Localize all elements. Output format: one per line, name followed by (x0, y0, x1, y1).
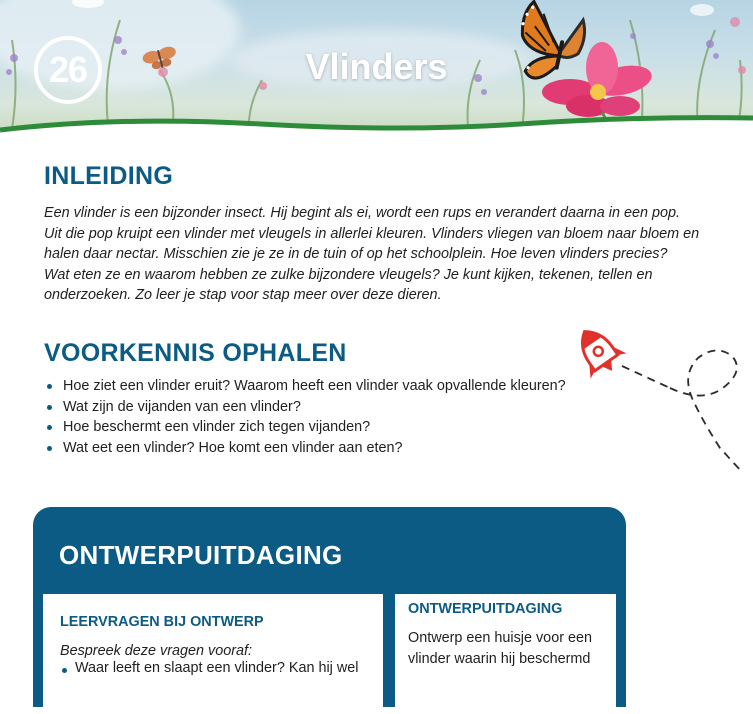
green-wave-divider (0, 112, 753, 142)
list-item: Hoe ziet een vlinder eruit? Waarom heeft een vlinder vaak opvallende kleuren? (44, 376, 566, 397)
design-challenge-card-title: ONTWERPUITDAGING (408, 601, 563, 617)
learning-questions-title: LEERVRAGEN BIJ ONTWERP (60, 614, 264, 630)
intro-line: Wat eten ze en waarom hebben ze zulke bijzondere vleugels? Je kunt kijken, tekenen, tellen en (44, 266, 653, 283)
list-item: Wat zijn de vijanden van een vlinder? (44, 397, 566, 418)
intro-line: Een vlinder is een bijzonder insect. Hij begint als ei, wordt een rups en verandert daarna in een pop. (44, 205, 680, 221)
learning-questions-subtitle: Bespreek deze vragen vooraf: (60, 643, 252, 659)
rocket-icon (570, 320, 630, 384)
section-heading-introduction: INLEIDING (44, 162, 174, 190)
card-text-line: Ontwerp een huisje voor een (408, 630, 592, 646)
page-title: Vlinders (305, 46, 448, 87)
rocket-illustration (570, 320, 753, 480)
design-challenge-heading: ONTWERPUITDAGING (59, 540, 343, 570)
design-challenge-card-text (408, 628, 592, 670)
card-text-line: vlinder waarin hij beschermd (408, 651, 591, 667)
list-item: Waar leeft en slaapt een vlinder? Kan hij wel (75, 660, 359, 676)
list-item: Hoe beschermt een vlinder zich tegen vijanden? (44, 417, 566, 438)
prior-knowledge-list (44, 376, 566, 458)
list-item: Wat eet een vlinder? Hoe komt een vlinder aan eten? (44, 438, 566, 459)
introduction-text (44, 203, 714, 306)
intro-line: Uit die pop kruipt een vlinder met vleugels in allerlei kleuren. Vlinders vliegen van bloem naar bloem en (44, 225, 700, 242)
lesson-number-badge: 26 (34, 36, 102, 104)
intro-line: onderzoeken. Zo leer je stap voor stap meer over deze dieren. (44, 287, 442, 303)
intro-line: halen daar nectar. Misschien zie je ze in de tuin of op het schoolplein. Hoe leven vlinders precies? (44, 246, 668, 262)
section-heading-prior-knowledge: VOORKENNIS OPHALEN (44, 339, 347, 367)
